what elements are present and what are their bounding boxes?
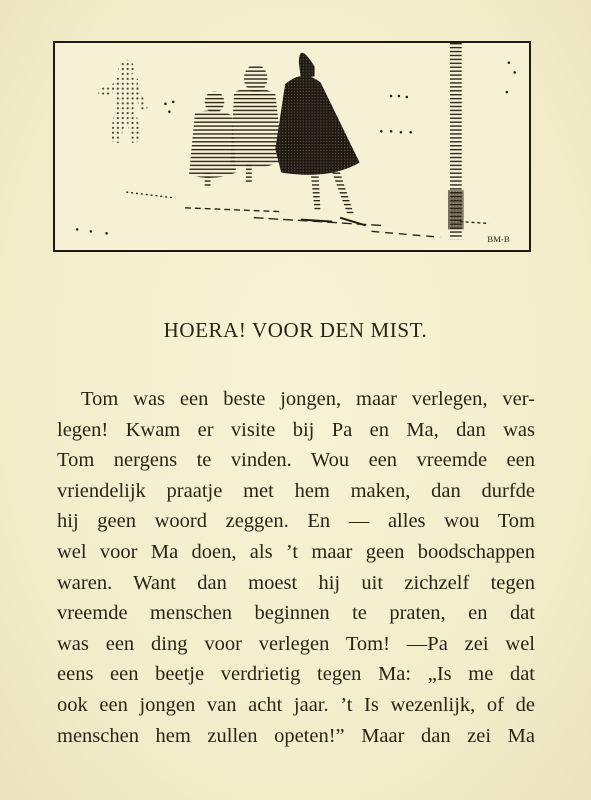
- faint-skater-figure: [97, 60, 148, 143]
- text-line: wel voor Ma doen, als ’t maar geen boodschappen: [57, 540, 535, 563]
- text-line: hij geen woord zeggen. En — alles wou Tom: [57, 510, 535, 533]
- dark-skater-child: [275, 53, 365, 226]
- illustration-signature: BM-B: [487, 234, 510, 245]
- text-line: vreemde menschen beginnen te praten, en dat: [57, 602, 535, 625]
- text-line: waren. Want dan moest hij uit zichzelf tegen: [57, 571, 535, 594]
- ice-lines: [126, 192, 489, 237]
- text-line: ook een jongen van acht jaar. ’t Is wezenlijk, of de: [57, 693, 535, 716]
- text-line: was een ding voor verlegen Tom! —Pa zei wel: [57, 632, 535, 655]
- illustration-drawing: [55, 43, 529, 250]
- chapter-heading: HOERA! VOOR DEN MIST.: [163, 318, 428, 342]
- lamp-post: [448, 43, 464, 239]
- text-line: vriendelijk praatje met hem maken, dan durfde: [57, 479, 535, 502]
- text-line: eens een beetje verdrietig tegen Ma: „Is me dat: [57, 663, 535, 686]
- text-line: Tom was een beste jongen, maar verlegen, ver-: [81, 388, 535, 410]
- text-line: legen! Kwam er visite bij Pa en Ma, dan was: [57, 418, 535, 441]
- skating-illustration: [53, 41, 531, 252]
- hazy-figures-pair: [189, 65, 283, 187]
- body-text: [57, 384, 535, 751]
- text-line: menschen hem zullen opeten!” Maar dan zei Ma: [57, 724, 535, 747]
- text-line: Tom nergens te vinden. Wou een vreemde een: [57, 449, 535, 472]
